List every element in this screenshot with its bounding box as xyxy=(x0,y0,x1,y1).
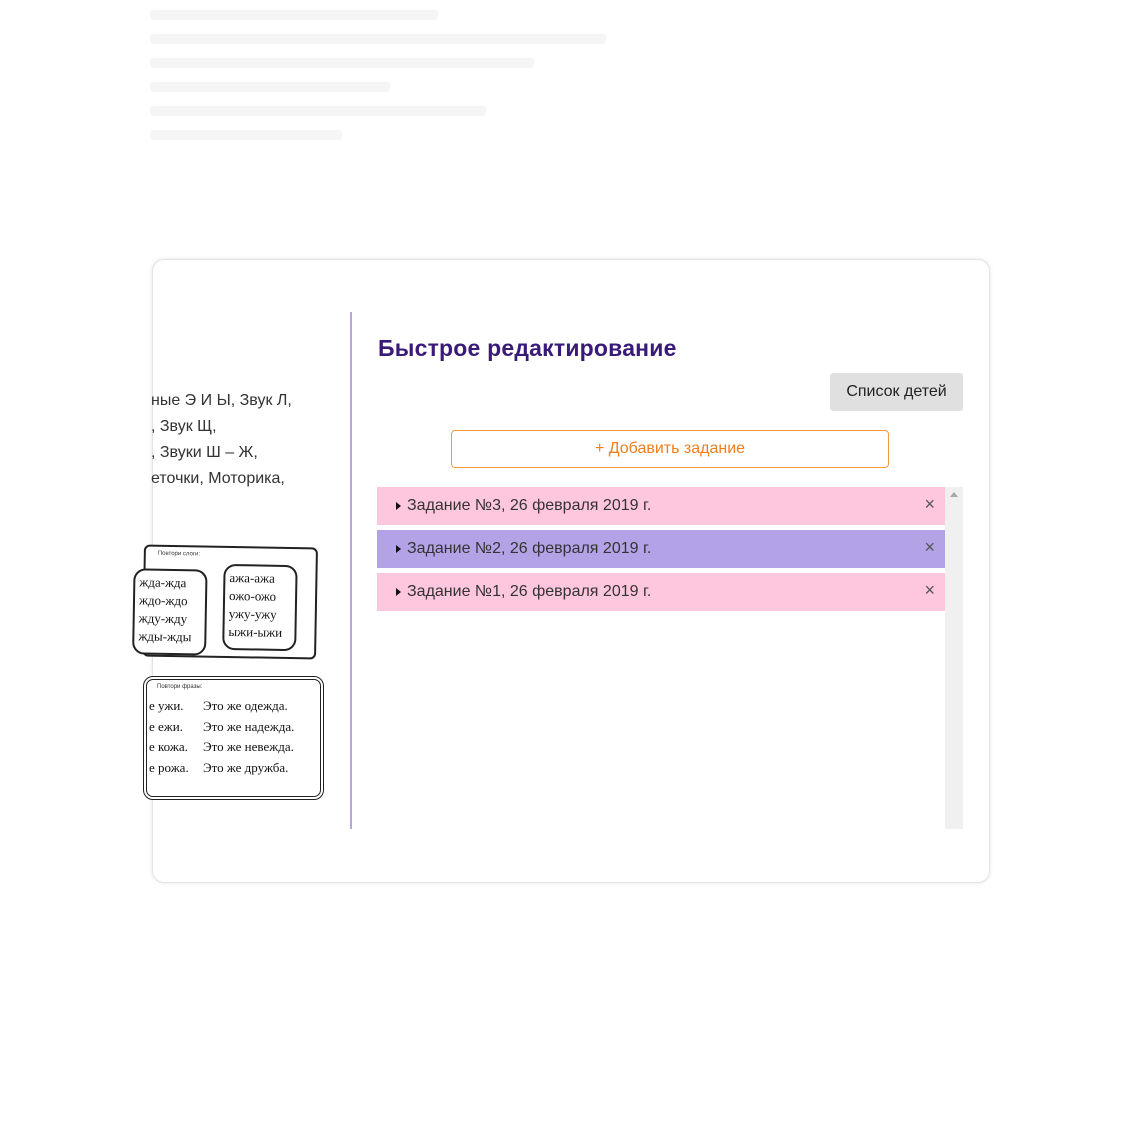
syllable: жду-жду xyxy=(138,610,188,627)
close-icon[interactable]: × xyxy=(924,537,935,557)
tag-line: , Звуки Ш – Ж, xyxy=(151,444,258,461)
children-list-button[interactable]: Список детей xyxy=(830,373,963,411)
add-task-button[interactable]: + Добавить задание xyxy=(451,430,889,468)
expand-caret-icon[interactable] xyxy=(396,545,401,553)
pane-divider xyxy=(350,312,352,829)
expand-caret-icon[interactable] xyxy=(396,588,401,596)
phrase: е ужи. xyxy=(149,698,184,713)
syllables-card xyxy=(138,544,318,659)
task-item[interactable] xyxy=(377,530,945,568)
expand-caret-icon[interactable] xyxy=(396,502,401,510)
close-icon[interactable]: × xyxy=(924,580,935,600)
phrase: Это же дружба. xyxy=(203,759,289,775)
task-label: Задание №1, 26 февраля 2019 г. xyxy=(407,583,652,600)
tag-line: ные Э И Ы, Звук Л, xyxy=(151,392,292,409)
phrase: е кожа. xyxy=(149,739,188,754)
phrase: е ежи. xyxy=(149,718,183,734)
card-caption: Повтори слоги: xyxy=(157,550,201,558)
tag-line: еточки, Моторика, xyxy=(151,470,285,487)
phrase: е рожа. xyxy=(149,759,189,775)
tag-list xyxy=(151,388,292,492)
background-blur xyxy=(150,10,630,210)
phrase: Это же надежда. xyxy=(203,718,295,734)
syllable: ужу-ужу xyxy=(228,605,277,622)
task-item[interactable] xyxy=(377,573,945,611)
quick-edit-modal xyxy=(138,259,990,883)
tag-line: , Звук Щ, xyxy=(151,418,217,435)
task-label: Задание №2, 26 февраля 2019 г. xyxy=(407,540,652,557)
close-icon[interactable]: × xyxy=(924,494,935,514)
scroll-up-arrow-icon[interactable] xyxy=(950,492,958,497)
syllable: ажа-ажа xyxy=(229,569,275,586)
card-caption: Повтори фразы: xyxy=(157,684,203,690)
task-list xyxy=(377,487,964,829)
task-preview-pane xyxy=(138,260,349,882)
syllable: жды-жды xyxy=(138,628,192,645)
syllable: ждо-ждо xyxy=(138,592,188,609)
speech-bubble xyxy=(132,568,207,655)
syllable: ожо-ожо xyxy=(228,587,277,604)
task-item[interactable] xyxy=(377,487,945,525)
phrases-list xyxy=(149,696,294,778)
worksheet-preview-image xyxy=(138,542,353,802)
phrase: Это же невежда. xyxy=(203,739,294,754)
speech-bubble xyxy=(222,564,297,651)
syllable: жда-жда xyxy=(139,574,187,591)
task-label: Задание №3, 26 февраля 2019 г. xyxy=(407,497,652,514)
scrollbar[interactable] xyxy=(945,487,963,829)
modal-title: Быстрое редактирование xyxy=(378,335,677,361)
syllable: ыжи-ыжи xyxy=(228,623,283,640)
phrase: Это же одежда. xyxy=(203,698,288,713)
